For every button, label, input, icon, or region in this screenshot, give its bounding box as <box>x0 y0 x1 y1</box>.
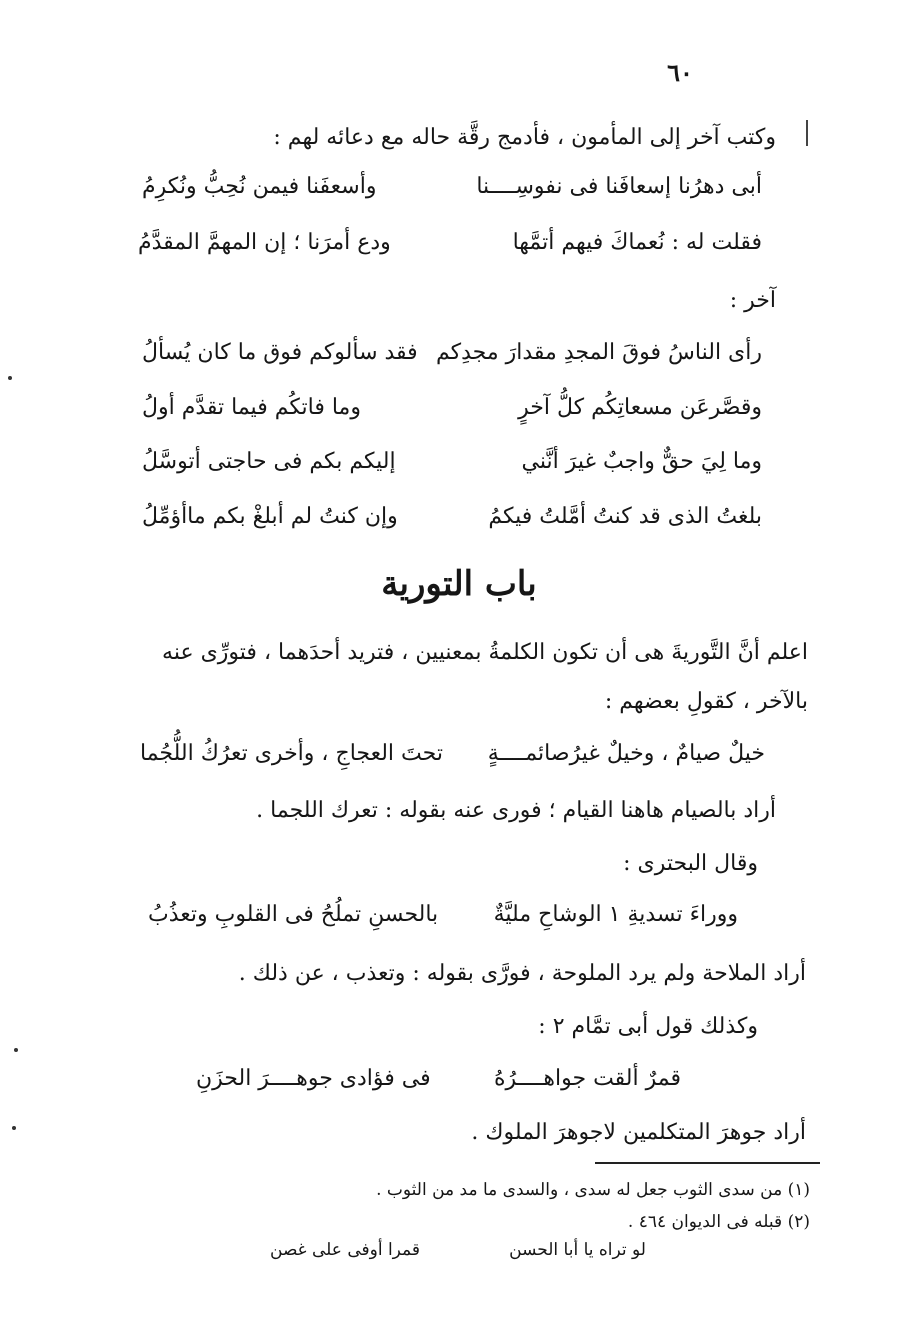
footnote-verse-first-hemistich: لو تراه يا أبا الحسن <box>509 1240 646 1260</box>
verse-first-hemistich: فقلت له : نُعماكَ فيهم أتمَّها <box>512 230 762 255</box>
margin-mark <box>806 120 808 146</box>
intro-line: وقال البحترى : <box>623 851 758 876</box>
poem-verse <box>196 1062 681 1096</box>
page-number: ٦٠ <box>667 58 693 87</box>
poem-verse <box>142 336 762 370</box>
poem-verse <box>142 445 762 479</box>
footnote-separator <box>595 1162 820 1164</box>
paragraph-line: أراد جوهرَ المتكلمين لاجوهرَ الملوك . <box>471 1120 806 1145</box>
margin-speck <box>8 376 12 380</box>
poem-verse <box>142 170 762 204</box>
verse-first-hemistich: أبى دهرُنا إسعافَنا فى نفوسِــــنا <box>476 174 762 199</box>
paragraph-line: اعلم أنَّ التَّوريةَ هى أن تكون الكلمةُ بمعنيين ، فتريد أحدَهما ، فتورِّى عنه <box>162 640 808 665</box>
footnote: (٢) قبله فى الديوان ٤٦٤ . <box>627 1212 810 1232</box>
margin-speck <box>14 1048 18 1052</box>
verse-second-hemistich: ودع أمرَنا ؛ إن المهمَّ المقدَّمُ <box>138 230 391 255</box>
paragraph-line: أراد بالصيام هاهنا القيام ؛ فورى عنه بقوله : تعرك اللجما . <box>256 798 776 823</box>
verse-second-hemistich: إليكم بكم فى حاجتى أتوسَّلُ <box>142 449 396 474</box>
verse-second-hemistich: تحتَ العجاجِ ، وأخرى تعرُكُ اللُّجُما <box>140 741 443 766</box>
paragraph-line: أراد الملاحة ولم يرد الملوحة ، فورَّى بقوله : وتعذب ، عن ذلك . <box>238 961 806 986</box>
verse-first-hemistich: ووراءَ تسديةِ ١ الوشاحِ مليَّةٌ <box>493 902 738 927</box>
verse-first-hemistich: قمرٌ ألقت جواهــــرُهُ <box>493 1066 681 1091</box>
intro-line: وكتب آخر إلى المأمون ، فأدمج رقَّة حاله مع دعائه لهم : <box>273 125 776 150</box>
verse-first-hemistich: وقصَّرعَن مسعاتِكُم كلُّ آخرٍ <box>518 395 762 420</box>
poem-verse <box>148 898 738 932</box>
intro-line: وكذلك قول أبى تمَّام ٢ : <box>538 1014 758 1039</box>
verse-first-hemistich: وما لِيَ حقٌّ واجبٌ غيرَ أنَّني <box>521 449 762 474</box>
verse-second-hemistich: وما فاتكُم فيما تقدَّم أولُ <box>142 395 361 420</box>
paragraph-line: بالآخر ، كقولِ بعضهم : <box>604 689 808 714</box>
verse-first-hemistich: خيلٌ صيامٌ ، وخيلٌ غيرُصائمــــةٍ <box>487 741 765 766</box>
verse-first-hemistich: بلغتُ الذى قد كنتُ أمَّلتُ فيكمُ <box>488 504 762 529</box>
poem-verse <box>140 737 765 771</box>
footnote-verse-second-hemistich: قمرا أوفى على غصن <box>270 1240 421 1260</box>
verse-second-hemistich: فى فؤادى جوهــــرَ الحزَنِ <box>196 1066 431 1091</box>
poem-verse <box>142 500 762 534</box>
chapter-title: باب التورية <box>381 564 537 604</box>
verse-second-hemistich: بالحسنِ تملُحُ فى القلوبِ وتعذُبُ <box>148 902 439 927</box>
verse-first-hemistich: رأى الناسُ فوقَ المجدِ مقدارَ مجدِكم <box>435 340 762 365</box>
poem-verse <box>142 391 762 425</box>
verse-second-hemistich: وأسعفَنا فيمن نُحِبُّ ونُكرِمُ <box>142 174 377 199</box>
footnote: (١) من سدى الثوب جعل له سدى ، والسدى ما مد من الثوب . <box>376 1180 810 1200</box>
margin-speck <box>12 1126 16 1130</box>
verse-second-hemistich: وإن كنتُ لم أبلغْ بكم ماأؤمِّلُ <box>142 504 398 529</box>
verse-second-hemistich: فقد سألوكم فوق ما كان يُسألُ <box>142 340 418 365</box>
intro-line: آخر : <box>729 288 776 313</box>
poem-verse <box>138 226 762 260</box>
